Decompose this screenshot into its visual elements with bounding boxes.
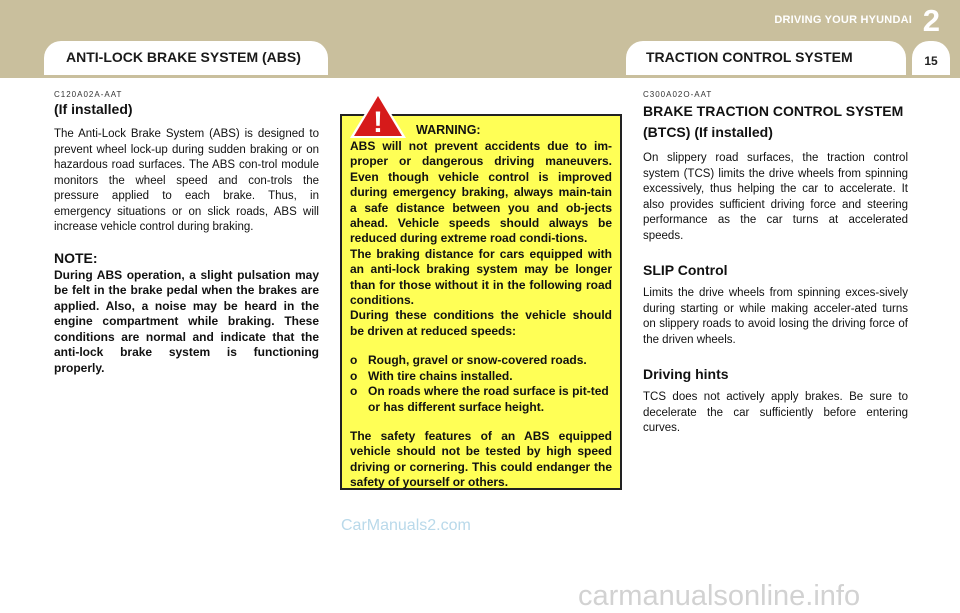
tcs-column	[643, 90, 908, 437]
exclamation-triangle-icon	[349, 91, 407, 139]
abs-column	[54, 90, 319, 376]
warning-paragraph-4: The safety features of an ABS equipped vehicle should not be tested by high speed driving or cornering. This could endanger the safety of yourself or others.	[350, 428, 612, 490]
tcs-paragraph: On slippery road surfaces, the traction control system (TCS) limits the drive wheels from spinning excessively, thus helping the car to accelerate. It also provides sufficient driving force and steering performance as the car turns at accelerated speeds.	[643, 152, 908, 242]
abs-subtitle: (If installed)	[54, 101, 133, 117]
svg-text:!: !	[373, 106, 383, 139]
warning-paragraph-1: ABS will not prevent accidents due to im-proper or dangerous driving maneuvers. Even though vehicle control is improved during emergency braking, always main-tain a safe distance between you and ob-jects ahead. Vehicle speeds should always be reduced during extreme road condi-tions.	[350, 139, 612, 246]
tcs-title: BRAKE TRACTION CONTROL SYSTEM (BTCS) (If installed)	[643, 103, 904, 140]
warning-list	[350, 353, 612, 415]
warning-box	[340, 114, 622, 490]
chapter-label: DRIVING YOUR HYUNDAI	[774, 14, 912, 26]
watermark-carmanuals2: CarManuals2.com	[341, 517, 471, 534]
list-item: o On roads where the road surface is pit-ted or has different surface height.	[350, 384, 609, 414]
warning-paragraph-2: The braking distance for cars equipped with an anti-lock braking system may be longer than for those without it in the following road conditions.	[350, 246, 612, 308]
note-text: During ABS operation, a slight pulsation may be felt in the brake pedal when the brakes are applied. Also, a noise may be heard in the engine compartment while braking. These conditions are normal and indicate that the anti-lock brake system is functioning properly.	[54, 267, 319, 375]
abs-section-code: C120A02A-AAT	[54, 90, 123, 99]
left-section-title: ANTI-LOCK BRAKE SYSTEM (ABS)	[66, 49, 301, 65]
slip-control-text: Limits the drive wheels from spinning exces-sively during starting or while making acceler-ated turns on slippery roads to avoid losing the driving force of the driven wheels.	[643, 287, 908, 346]
chapter-number: 2	[922, 3, 940, 38]
warning-paragraph-3: During these conditions the vehicle should be driven at reduced speeds:	[350, 308, 612, 338]
watermark-carmanualsonline: carmanualsonline.info	[578, 580, 861, 612]
page-number: 15	[912, 41, 950, 75]
warning-title: WARNING:	[416, 123, 481, 137]
list-item: o Rough, gravel or snow-covered roads.	[350, 353, 587, 368]
right-section-title: TRACTION CONTROL SYSTEM	[646, 49, 853, 65]
slip-control-title: SLIP Control	[643, 262, 728, 278]
list-item: o With tire chains installed.	[350, 368, 513, 383]
driving-hints-text: TCS does not actively apply brakes. Be sure to decelerate the car sufficiently before entering curves.	[643, 391, 908, 434]
tcs-section-code: C300A02O-AAT	[643, 90, 713, 99]
abs-paragraph: The Anti-Lock Brake System (ABS) is designed to prevent wheel lock-up during sudden braking or on hazardous road surfaces. The ABS con-trol module monitors the wheel speed and con-trols the pressure applied to each brake. Thus, in emergency situations or on slick roads, ABS will increase vehicle control during braking.	[54, 128, 319, 233]
driving-hints-title: Driving hints	[643, 366, 729, 382]
note-title: NOTE:	[54, 249, 98, 266]
